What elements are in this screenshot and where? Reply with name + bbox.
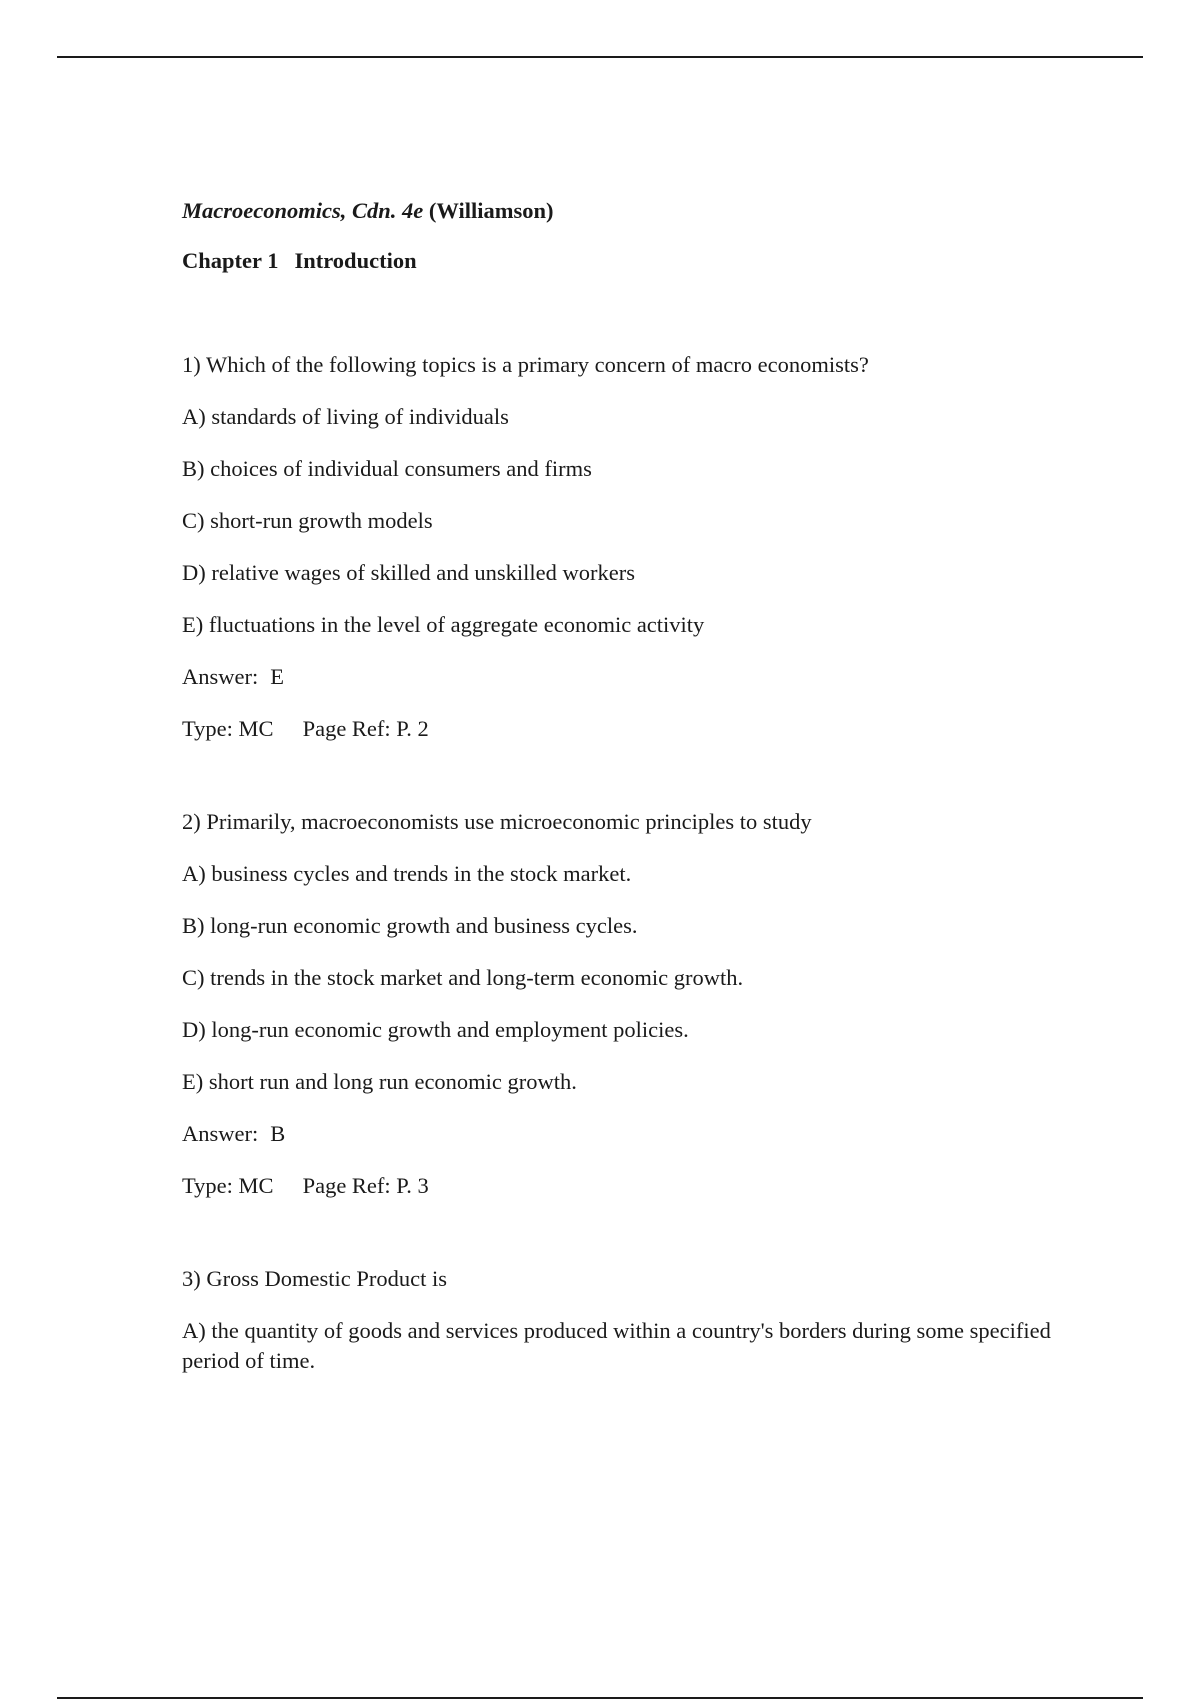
question-type: Type: MC [182,1173,274,1198]
question-stem: 2) Primarily, macroeconomists use microeconomic principles to study [182,809,812,834]
answer-value: E [270,664,284,689]
option-a: A) business cycles and trends in the stock market. [182,861,632,886]
chapter-label: Chapter 1 [182,248,279,273]
chapter-heading [182,246,1052,276]
question-stem: 3) Gross Domestic Product is [182,1266,447,1291]
answer-line [182,662,1052,692]
answer-value: B [270,1121,286,1146]
question-type: Type: MC [182,716,274,741]
question-meta [182,1171,1052,1201]
option-c: C) trends in the stock market and long-term economic growth. [182,965,744,990]
top-rule [57,56,1143,58]
book-author: (Williamson) [428,198,554,223]
answer-line [182,1119,1052,1149]
document-body [182,196,1052,1398]
option-a: A) the quantity of goods and services produced within a country's borders during some specified period of time. [182,1318,1051,1373]
option-e: E) short run and long run economic growth. [182,1069,577,1094]
option-e: E) fluctuations in the level of aggregate economic activity [182,612,705,637]
question-2 [182,807,1052,1201]
option-d: D) long-run economic growth and employment policies. [182,1017,689,1042]
answer-label: Answer: [182,664,259,689]
question-meta [182,714,1052,744]
question-stem: 1) Which of the following topics is a primary concern of macro economists? [182,352,869,377]
book-title: Macroeconomics, Cdn. 4e [182,198,424,223]
page-ref: Page Ref: P. 2 [302,716,429,741]
option-b: B) long-run economic growth and business cycles. [182,913,638,938]
bottom-rule [57,1697,1143,1699]
question-1 [182,350,1052,744]
option-a: A) standards of living of individuals [182,404,509,429]
answer-label: Answer: [182,1121,259,1146]
book-heading [182,196,1052,226]
question-3 [182,1264,1052,1376]
option-b: B) choices of individual consumers and firms [182,456,592,481]
option-c: C) short-run growth models [182,508,433,533]
option-d: D) relative wages of skilled and unskilled workers [182,560,635,585]
chapter-title: Introduction [294,248,417,273]
page-ref: Page Ref: P. 3 [302,1173,429,1198]
